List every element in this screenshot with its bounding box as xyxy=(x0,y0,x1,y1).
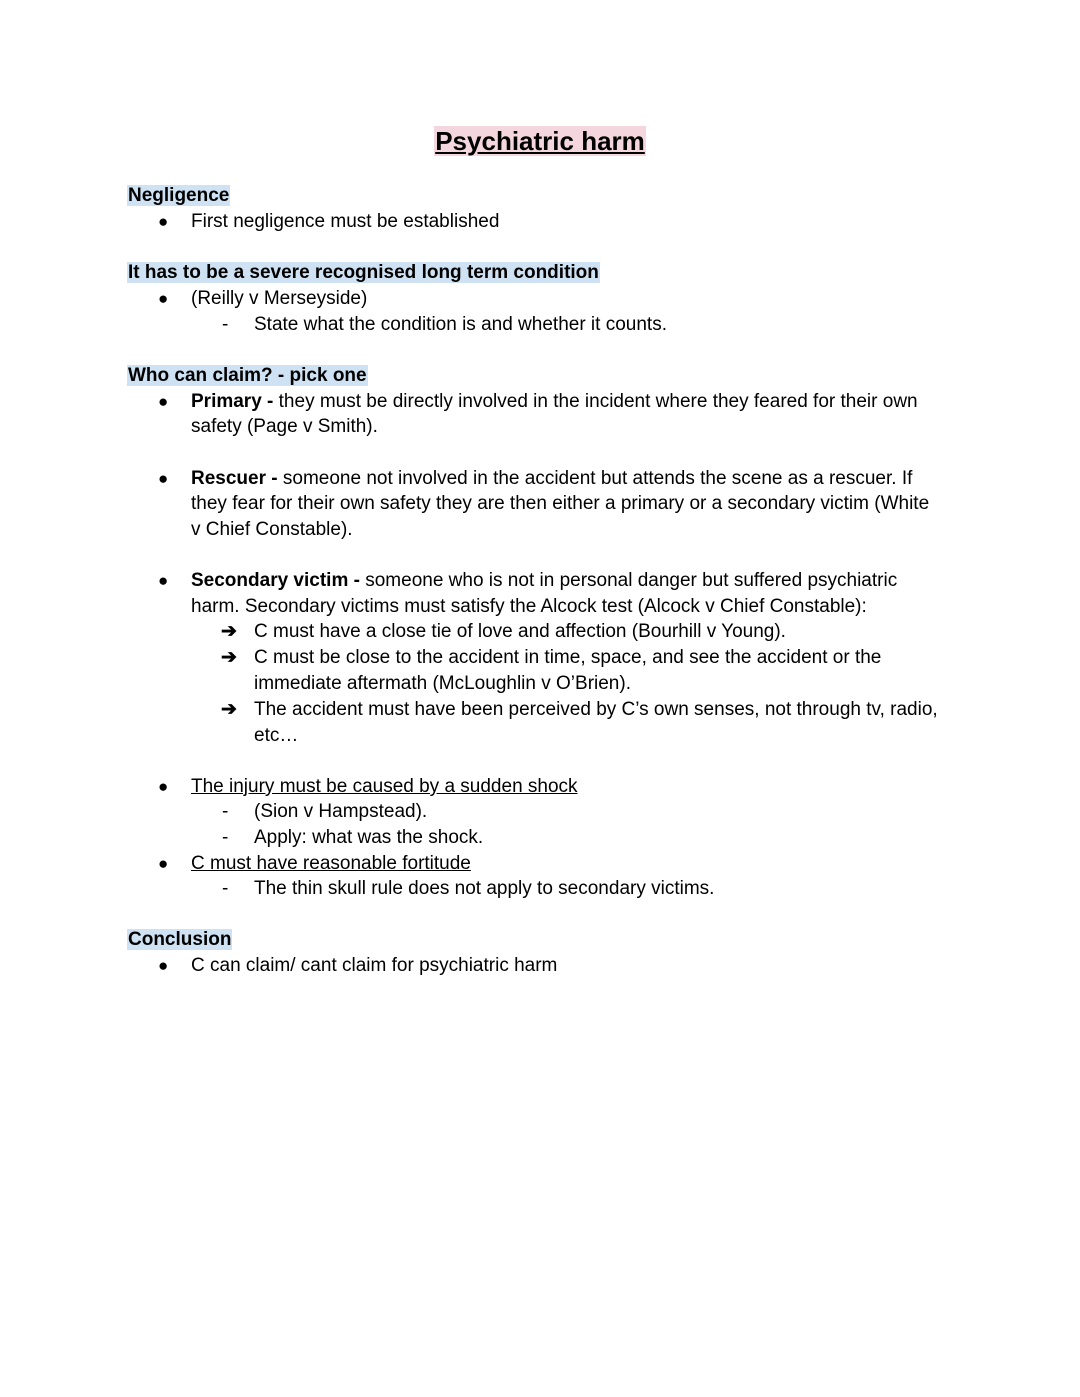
alcock-item: C must be close to the accident in time, space, and see the accident or the xyxy=(254,647,882,668)
sub-item: Apply: what was the shock. xyxy=(254,827,484,848)
arrow-icon: ➔ xyxy=(221,647,237,668)
heading-who-can-claim: Who can claim? - pick one xyxy=(128,365,367,386)
bullet-icon: ● xyxy=(158,212,169,231)
list-item-rescuer-cont: they fear for their own safety they are then either a primary or a secondary victim (White xyxy=(191,493,930,514)
list-item-rescuer-cont: v Chief Constable). xyxy=(191,519,353,540)
dash-icon: - xyxy=(222,878,229,899)
dash-icon: - xyxy=(222,314,229,335)
list-item-rescuer: Rescuer - someone not involved in the accident but attends the scene as a rescuer. If xyxy=(191,468,913,489)
list-item-fortitude: C must have reasonable fortitude xyxy=(191,853,471,874)
list-item: First negligence must be established xyxy=(191,211,500,232)
arrow-icon: ➔ xyxy=(221,621,237,642)
list-item-secondary: Secondary victim - someone who is not in personal danger but suffered psychiatric xyxy=(191,570,898,591)
list-item-sudden-shock: The injury must be caused by a sudden shock xyxy=(191,776,578,797)
list-item: (Reilly v Merseyside) xyxy=(191,288,368,309)
list-item-secondary-cont: harm. Secondary victims must satisfy the Alcock test (Alcock v Chief Constable): xyxy=(191,596,867,617)
list-item: C can claim/ cant claim for psychiatric harm xyxy=(191,955,558,976)
sub-item: (Sion v Hampstead). xyxy=(254,801,428,822)
bullet-icon: ● xyxy=(158,392,169,411)
bullet-icon: ● xyxy=(158,289,169,308)
alcock-item: C must have a close tie of love and affection (Bourhill v Young). xyxy=(254,621,786,642)
alcock-item: The accident must have been perceived by C’s own senses, not through tv, radio, xyxy=(254,699,938,720)
sub-item: State what the condition is and whether it counts. xyxy=(254,314,667,335)
heading-conclusion: Conclusion xyxy=(128,929,232,950)
alcock-item-cont: etc… xyxy=(254,725,299,746)
bullet-icon: ● xyxy=(158,956,169,975)
bullet-icon: ● xyxy=(158,469,169,488)
list-item-primary-cont: safety (Page v Smith). xyxy=(191,416,378,437)
bullet-icon: ● xyxy=(158,854,169,873)
arrow-icon: ➔ xyxy=(221,699,237,720)
dash-icon: - xyxy=(222,827,229,848)
dash-icon: - xyxy=(222,801,229,822)
bullet-icon: ● xyxy=(158,571,169,590)
alcock-item-cont: immediate aftermath (McLoughlin v O’Brien). xyxy=(254,673,631,694)
page-title: Psychiatric harm xyxy=(435,126,645,156)
heading-condition: It has to be a severe recognised long term condition xyxy=(128,262,599,283)
heading-negligence: Negligence xyxy=(128,185,230,206)
list-item-primary: Primary - they must be directly involved in the incident where they feared for their own xyxy=(191,391,918,412)
sub-item: The thin skull rule does not apply to secondary victims. xyxy=(254,878,715,899)
bullet-icon: ● xyxy=(158,777,169,796)
